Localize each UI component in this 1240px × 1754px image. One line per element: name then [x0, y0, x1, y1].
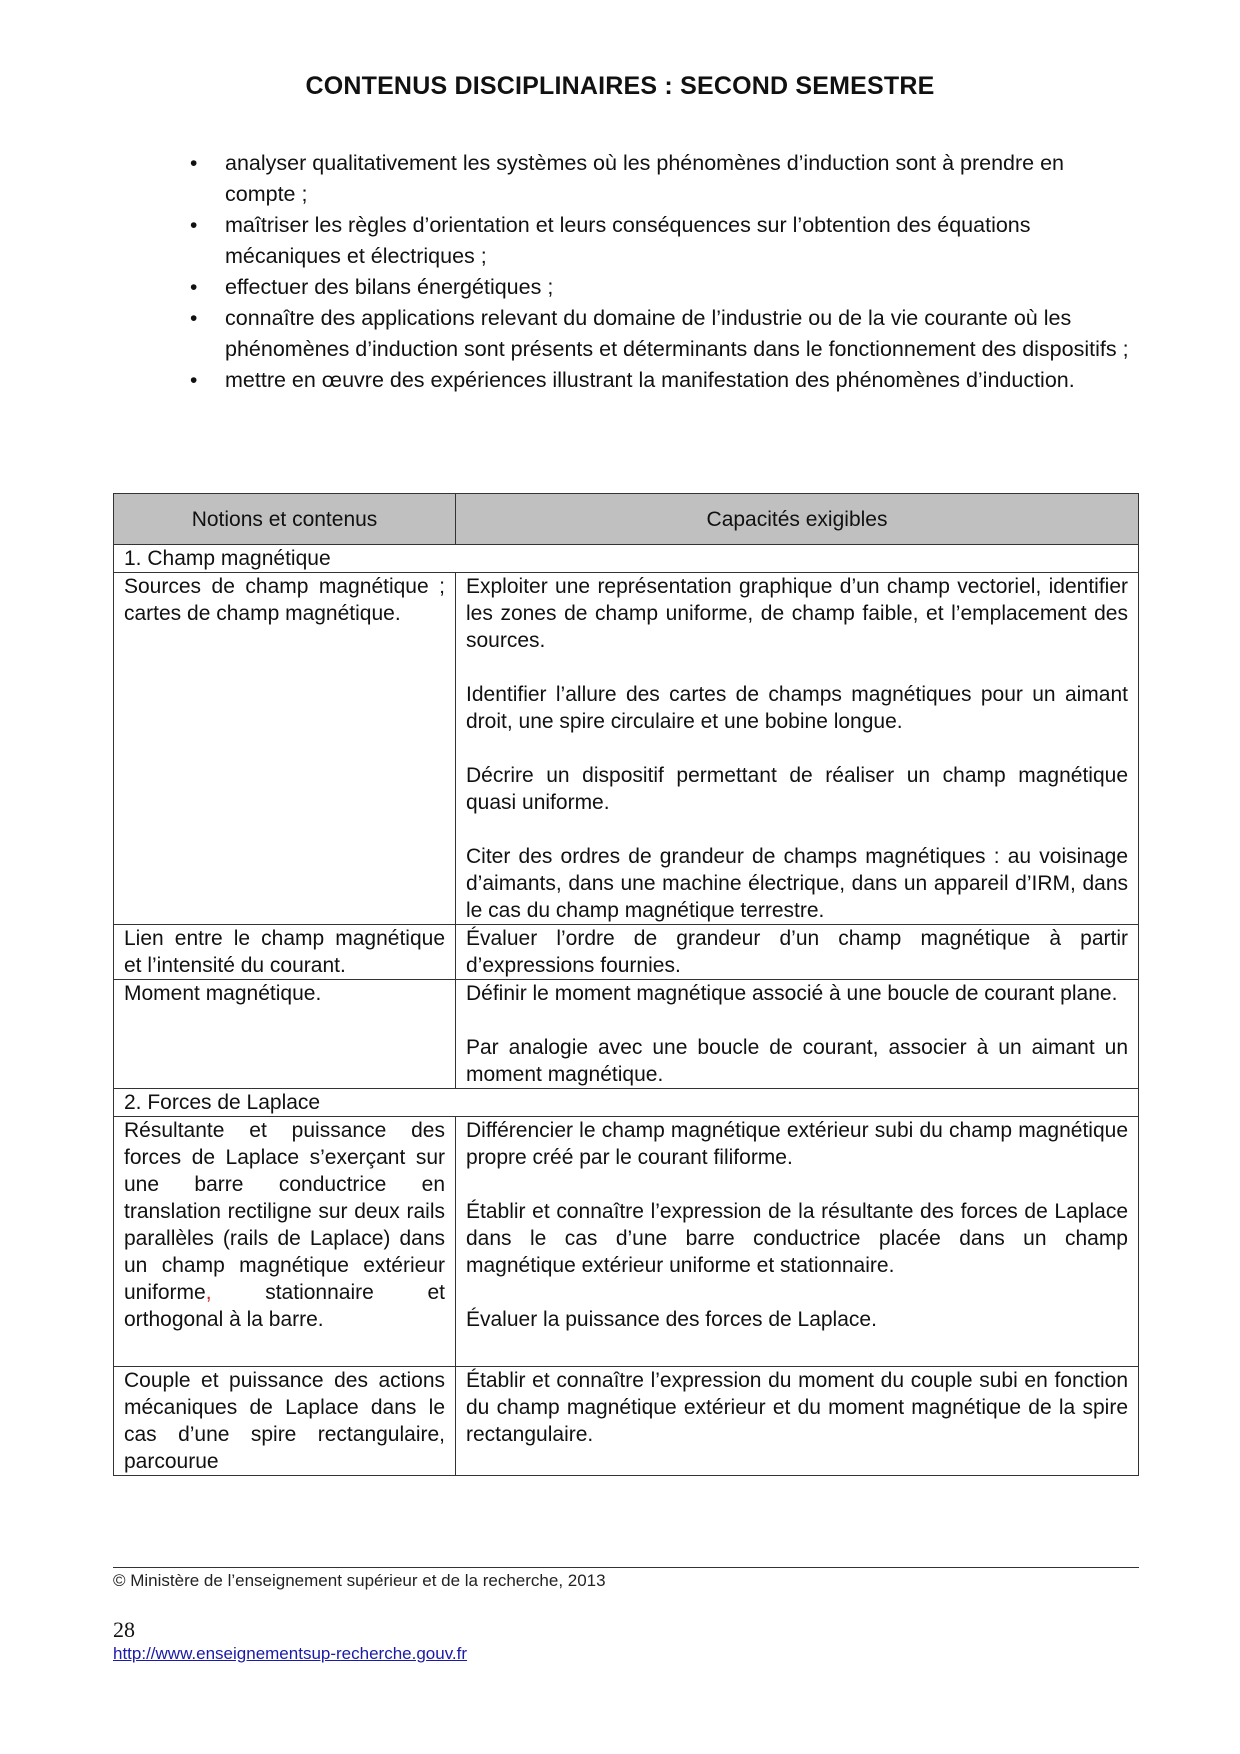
capacite-text: Décrire un dispositif permettant de réaliser un champ magnétique quasi uniforme.	[466, 764, 1128, 814]
program-table	[113, 493, 1139, 1476]
objectives-list	[190, 148, 1140, 396]
section-title-forces-laplace: 2. Forces de Laplace	[114, 1089, 1139, 1117]
notion-text: Résultante et puissance des forces de Laplace s’exerçant sur une barre conductrice en translation rectiligne sur deux rails parallèles (rails de Laplace) dans un champ magnétique extérieur uniforme	[124, 1119, 445, 1304]
notion-cell: Lien entre le champ magnétique et l’intensité du courant.	[114, 925, 456, 980]
capacite-text: Établir et connaître l’expression du moment du couple subi en fonction du champ magnétique extérieur et du moment magnétique de la spire rectangulaire.	[466, 1369, 1128, 1446]
notion-cell: Sources de champ magnétique ; cartes de champ magnétique.	[114, 573, 456, 925]
section-title-champ-magnetique: 1. Champ magnétique	[114, 545, 1139, 573]
capacites-cell	[456, 1117, 1139, 1367]
table-row	[114, 980, 1139, 1089]
capacite-text: Évaluer la puissance des forces de Laplace.	[466, 1308, 877, 1331]
objective-item: • maîtriser les règles d’orientation et leurs conséquences sur l’obtention des équations mécaniques et électriques ;	[190, 210, 1140, 272]
header-capacites: Capacités exigibles	[456, 494, 1139, 545]
table-row	[114, 573, 1139, 925]
capacites-cell	[456, 925, 1139, 980]
section-row	[114, 545, 1139, 573]
capacite-text: Par analogie avec une boucle de courant, associer à un aimant un moment magnétique.	[466, 1036, 1128, 1086]
copyright-notice: © Ministère de l’enseignement supérieur et de la recherche, 2013	[113, 1571, 606, 1590]
objective-item: • analyser qualitativement les systèmes où les phénomènes d’induction sont à prendre en compte ;	[190, 148, 1140, 210]
table-row	[114, 1367, 1139, 1476]
capacite-text: Citer des ordres de grandeur de champs magnétiques : au voisinage d’aimants, dans une machine électrique, dans un appareil d’IRM, dans le cas du champ magnétique terrestre.	[466, 845, 1128, 922]
table-header-row	[114, 494, 1139, 545]
table-row	[114, 1117, 1139, 1367]
capacite-text: Exploiter une représentation graphique d’un champ vectoriel, identifier les zones de champ uniforme, de champ faible, et l’emplacement des sources.	[466, 575, 1128, 652]
notion-cell: Moment magnétique.	[114, 980, 456, 1089]
capacites-cell	[456, 1367, 1139, 1476]
website-link[interactable]: http://www.enseignementsup-recherche.gouv.fr	[113, 1644, 468, 1663]
section-row	[114, 1089, 1139, 1117]
red-comma: ,	[205, 1281, 212, 1304]
notion-text: stationnaire et orthogonal à la barre.	[124, 1281, 445, 1331]
objective-item: • connaître des applications relevant du domaine de l’industrie ou de la vie courante où les phénomènes d’induction sont présents et déterminants dans le fonctionnement des dispositifs ;	[190, 303, 1140, 365]
capacite-text: Identifier l’allure des cartes de champs magnétiques pour un aimant droit, une spire circulaire et une bobine longue.	[466, 683, 1128, 733]
capacites-cell	[456, 980, 1139, 1089]
capacite-text: Définir le moment magnétique associé à une boucle de courant plane.	[466, 982, 1118, 1005]
table-row	[114, 925, 1139, 980]
capacite-text: Établir et connaître l’expression de la résultante des forces de Laplace dans le cas d’une barre conductrice placée dans un champ magnétique extérieur uniforme et stationnaire.	[466, 1200, 1128, 1277]
objective-item: • effectuer des bilans énergétiques ;	[190, 272, 1140, 303]
page-title: CONTENUS DISCIPLINAIRES : SECOND SEMESTRE	[305, 72, 935, 100]
notion-cell: Couple et puissance des actions mécaniques de Laplace dans le cas d’une spire rectangulaire, parcourue	[114, 1367, 456, 1476]
header-notions: Notions et contenus	[114, 494, 456, 545]
objective-item: • mettre en œuvre des expériences illustrant la manifestation des phénomènes d’induction.	[190, 365, 1140, 396]
capacite-text: Différencier le champ magnétique extérieur subi du champ magnétique propre créé par le courant filiforme.	[466, 1119, 1128, 1169]
page-number: 28	[113, 1617, 135, 1642]
capacite-text: Évaluer l’ordre de grandeur d’un champ magnétique à partir d’expressions fournies.	[466, 927, 1128, 977]
notion-cell	[114, 1117, 456, 1367]
footer-divider	[113, 1567, 1139, 1568]
capacites-cell	[456, 573, 1139, 925]
